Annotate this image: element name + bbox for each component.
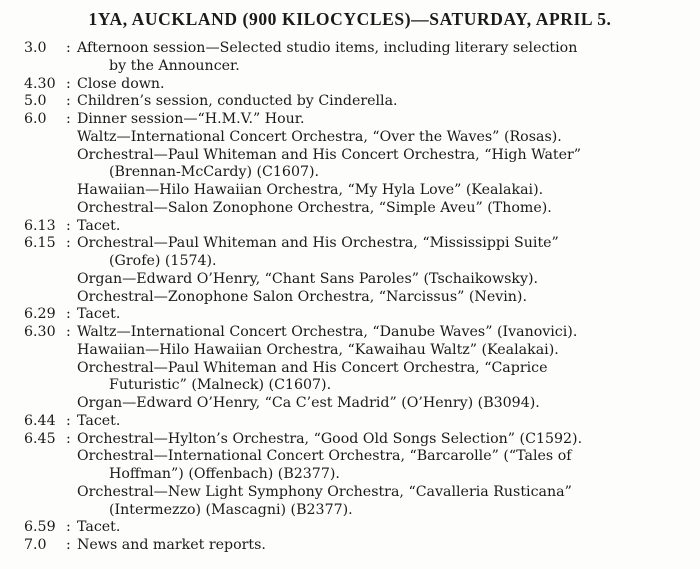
programme-line — [0, 502, 700, 520]
entry-time: 6.45 — [24, 430, 56, 447]
time-separator: : — [66, 306, 71, 323]
entry-time: 5.0 — [24, 93, 47, 110]
programme-line — [0, 484, 700, 502]
time-separator: : — [66, 412, 71, 429]
item-text: Organ—Edward O’Henry, “Chant Sans Paroles” (Tschaikowsky). — [77, 270, 539, 287]
entry-text: Close down. — [77, 75, 165, 92]
continuation-text: (Grofe) (1574). — [109, 253, 217, 269]
entry-text: Tacet. — [77, 412, 121, 429]
programme-line — [0, 360, 700, 378]
time-separator: : — [66, 40, 71, 56]
entry-time: 6.59 — [24, 519, 56, 536]
time-separator: : — [66, 324, 71, 340]
entry-text: Dinner session—“H.M.V.” Hour. — [77, 111, 305, 127]
entry-text: Afternoon session—Selected studio items, including literary selection — [77, 40, 578, 56]
programme-line — [0, 395, 700, 413]
programme-line — [0, 289, 700, 307]
item-text: Orchestral—Paul Whiteman and His Concert Orchestra, “High Water” — [77, 146, 582, 163]
item-text: Waltz—International Concert Orchestra, “Over the Waves” (Rosas). — [77, 128, 562, 145]
continuation-text: Futuristic” (Malneck) (C1607). — [109, 377, 332, 394]
programme-line — [0, 164, 700, 182]
programme-line — [0, 147, 700, 165]
station-heading: 1YA, AUCKLAND (900 KILOCYCLES)—SATURDAY, APRIL 5. — [88, 9, 612, 29]
programme-entry — [0, 431, 700, 449]
programme-entry — [0, 40, 700, 58]
entry-time: 6.44 — [24, 412, 56, 429]
time-separator: : — [66, 217, 71, 234]
entry-time: 4.30 — [24, 75, 56, 92]
entry-text: News and market reports. — [77, 537, 266, 553]
programme-line — [0, 271, 700, 289]
programme-entry — [0, 537, 700, 555]
programme-line — [0, 182, 700, 200]
continuation-text: (Intermezzo) (Mascagni) (B2377). — [109, 501, 353, 518]
time-separator: : — [66, 519, 71, 536]
programme-entry — [0, 93, 700, 111]
entry-text: Orchestral—Hylton’s Orchestra, “Good Old Songs Selection” (C1592). — [77, 430, 583, 447]
entry-text: Orchestral—Paul Whiteman and His Orchestra, “Mississippi Suite” — [77, 235, 559, 252]
programme-entry — [0, 111, 700, 129]
item-text: Orchestral—Zonophone Salon Orchestra, “Narcissus” (Nevin). — [77, 288, 527, 305]
time-separator: : — [66, 537, 71, 553]
entry-time: 6.15 — [24, 235, 56, 252]
entry-text: Tacet. — [77, 306, 121, 323]
programme-entry — [0, 413, 700, 431]
entry-time: 6.0 — [24, 111, 47, 127]
item-text: Orchestral—International Concert Orchestra, “Barcarolle” (“Tales of — [77, 448, 572, 465]
programme-listing — [0, 40, 700, 555]
programme-line — [0, 129, 700, 147]
time-separator: : — [66, 93, 71, 110]
programme-line — [0, 200, 700, 218]
continuation-text: (Brennan-McCardy) (C1607). — [109, 164, 320, 181]
entry-text: Waltz—International Concert Orchestra, “Danube Waves” (Ivanovici). — [77, 324, 578, 340]
programme-line — [0, 448, 700, 466]
programme-entry — [0, 324, 700, 342]
programme-entry — [0, 306, 700, 324]
time-separator: : — [66, 75, 71, 92]
programme-line — [0, 342, 700, 360]
time-separator: : — [66, 235, 71, 252]
programme-line — [0, 253, 700, 271]
time-separator: : — [66, 111, 71, 127]
continuation-text: Hoffman”) (Offenbach) (B2377). — [109, 466, 340, 482]
programme-entry — [0, 218, 700, 236]
programme-line — [0, 58, 700, 76]
programme-entry — [0, 235, 700, 253]
programme-entry — [0, 76, 700, 94]
continuation-text: by the Announcer. — [109, 57, 240, 74]
time-separator: : — [66, 430, 71, 447]
entry-time: 6.29 — [24, 306, 56, 323]
entry-text: Tacet. — [77, 217, 121, 234]
item-text: Organ—Edward O’Henry, “Ca C’est Madrid” (O’Henry) (B3094). — [77, 395, 540, 411]
item-text: Orchestral—Salon Zonophone Orchestra, “Simple Aveu” (Thome). — [77, 199, 552, 216]
item-text: Orchestral—New Light Symphony Orchestra, “Cavalleria Rusticana” — [77, 483, 572, 500]
item-text: Hawaiian—Hilo Hawaiian Orchestra, “Kawaihau Waltz” (Kealakai). — [77, 341, 559, 358]
entry-time: 3.0 — [24, 40, 47, 56]
programme-line — [0, 377, 700, 395]
programme-entry — [0, 519, 700, 537]
entry-text: Children’s session, conducted by Cinderella. — [77, 93, 398, 110]
item-text: Orchestral—Paul Whiteman and His Concert Orchestra, “Caprice — [77, 359, 548, 376]
entry-time: 6.30 — [24, 324, 56, 340]
entry-text: Tacet. — [77, 519, 121, 536]
entry-time: 6.13 — [24, 217, 56, 234]
programme-line — [0, 466, 700, 484]
entry-time: 7.0 — [24, 537, 47, 553]
item-text: Hawaiian—Hilo Hawaiian Orchestra, “My Hyla Love” (Kealakai). — [77, 182, 544, 198]
